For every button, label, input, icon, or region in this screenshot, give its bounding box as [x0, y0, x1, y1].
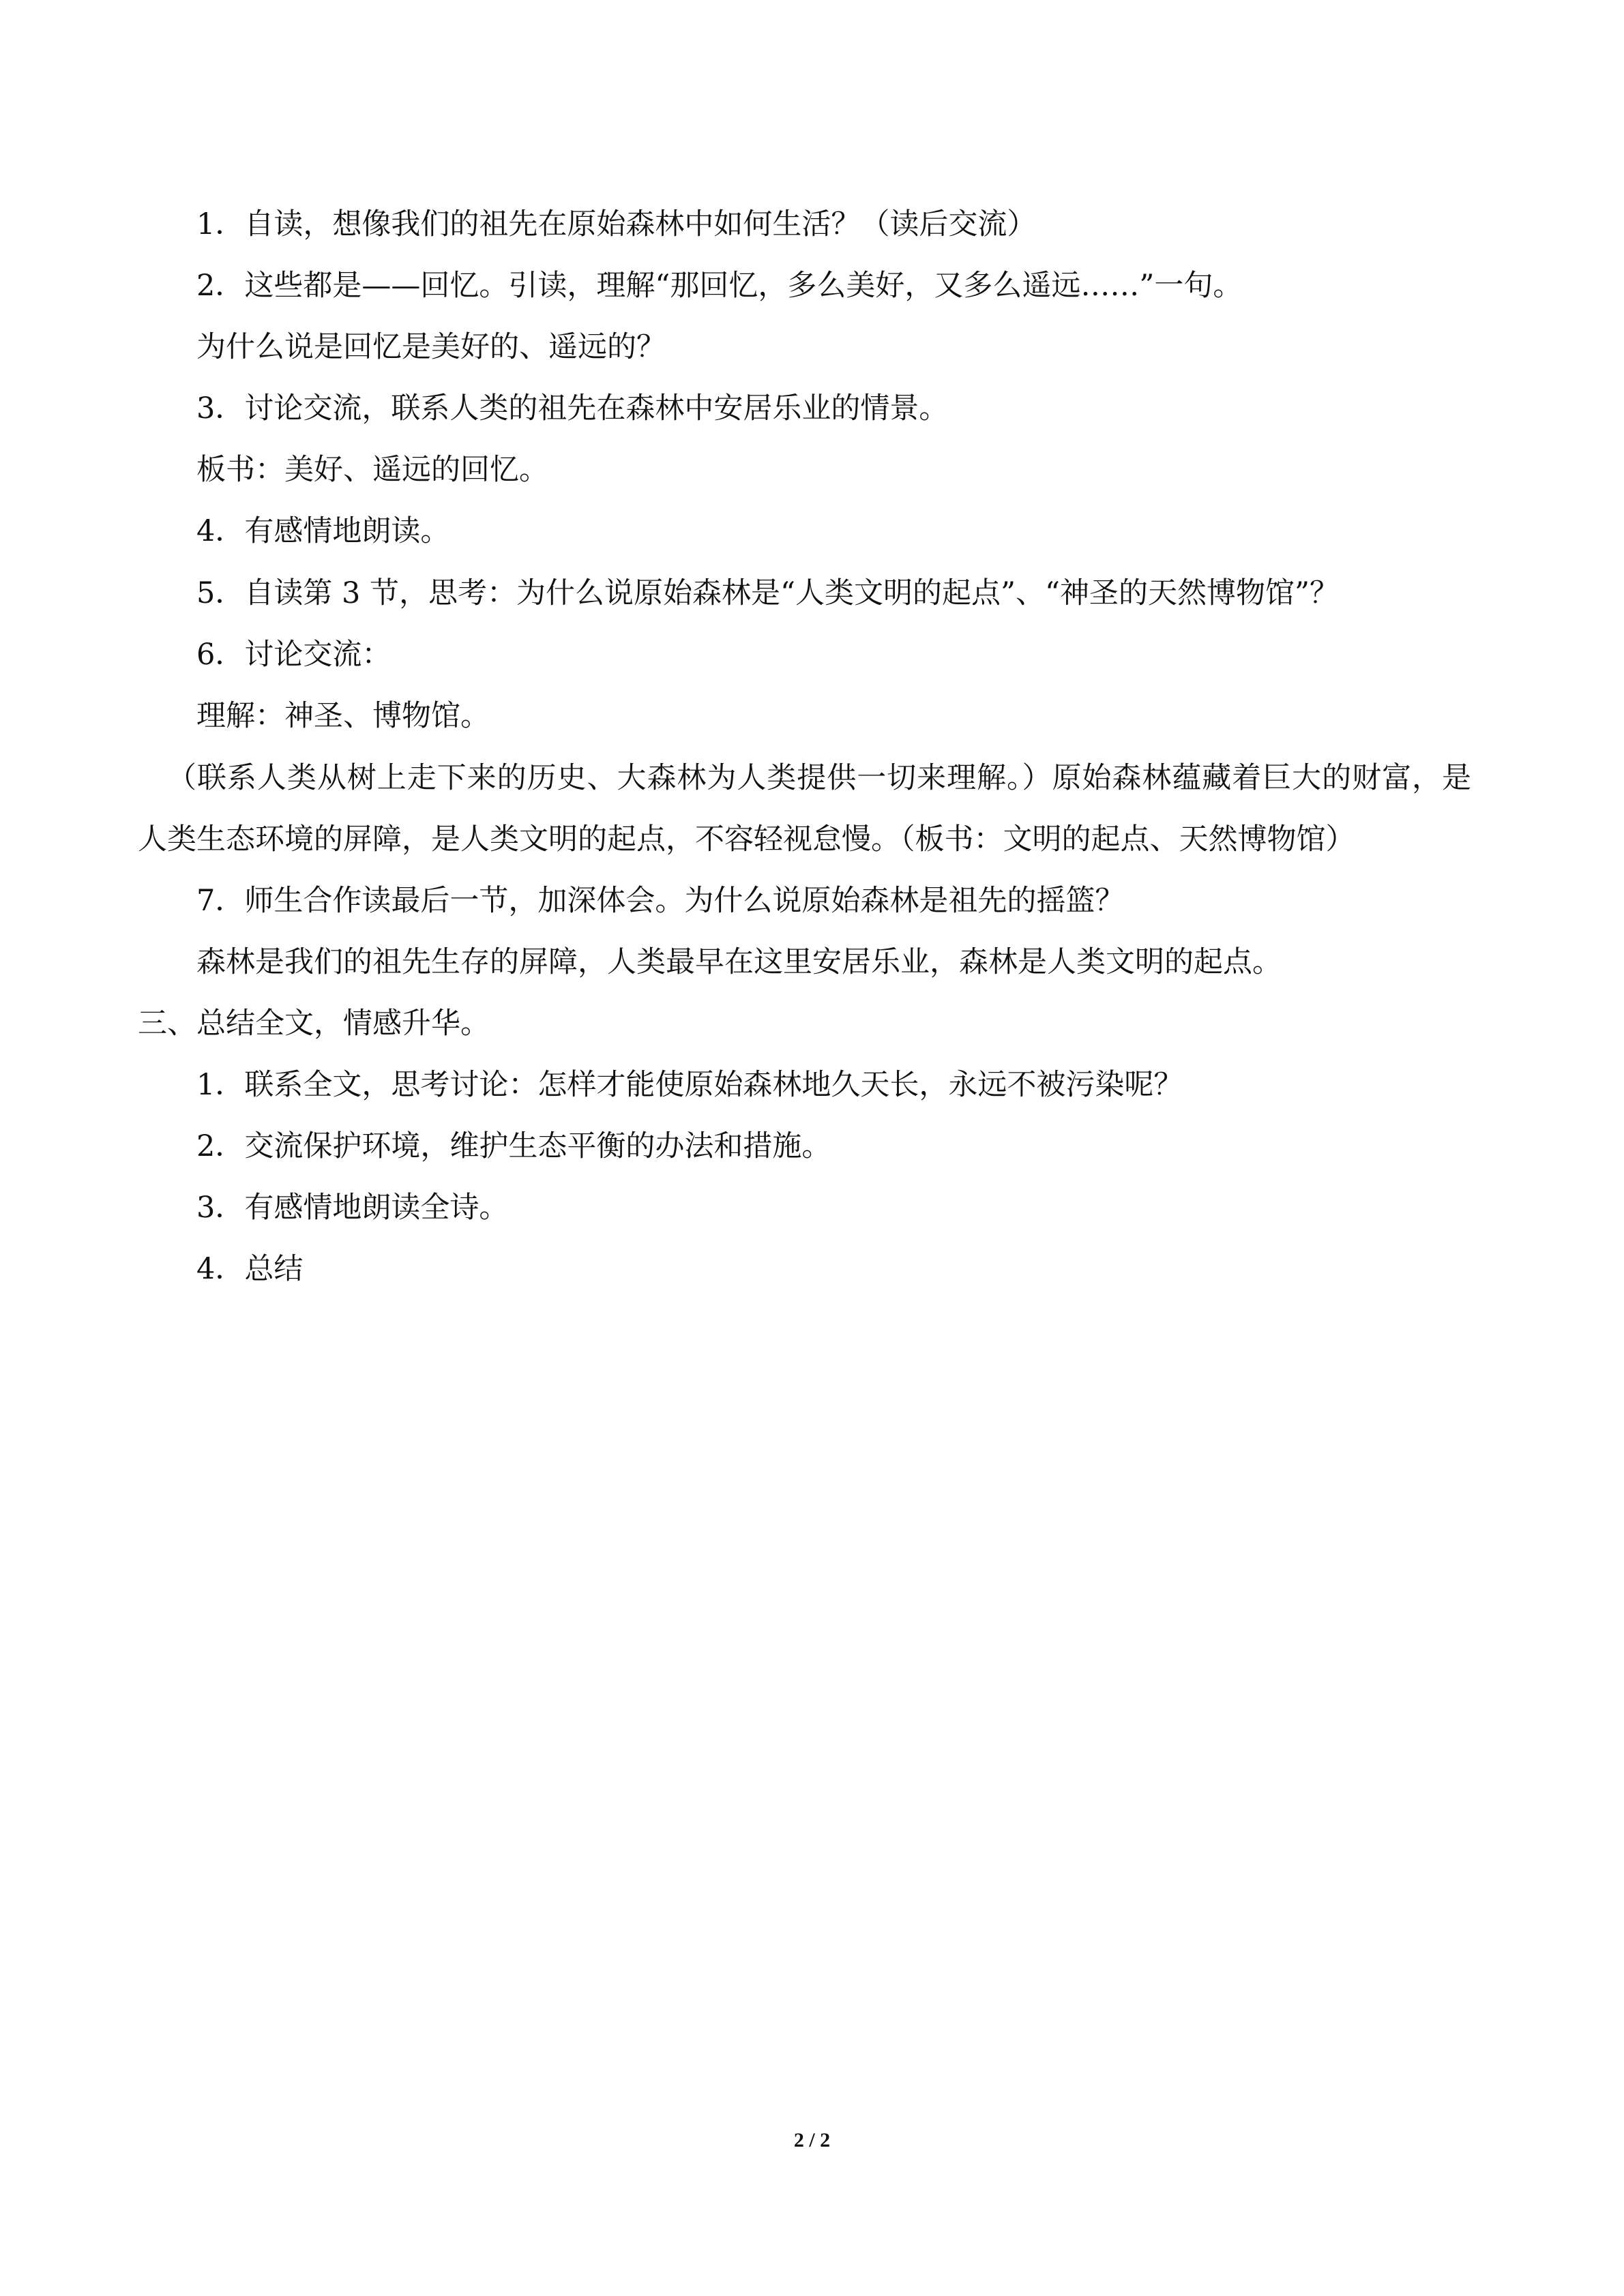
text-line: 4．有感情地朗读。	[196, 514, 450, 548]
text-line: 板书：美好、遥远的回忆。	[196, 453, 548, 487]
text-line: 为什么说是回忆是美好的、遥远的？	[196, 330, 666, 364]
text-line: 3．讨论交流，联系人类的祖先在森林中安居乐业的情景。	[196, 391, 949, 426]
text-line: 1．联系全文，思考讨论：怎样才能使原始森林地久天长，永远不被污染呢？	[196, 1068, 1183, 1102]
section-heading: 三、总结全文，情感升华。	[138, 1007, 490, 1041]
text-line: 4．总结	[196, 1252, 304, 1286]
text-line: 2．交流保护环境，维护生态平衡的办法和措施。	[196, 1129, 831, 1163]
text-line: 1．自读，想像我们的祖先在原始森林中如何生活？（读后交流）	[196, 207, 1037, 241]
paragraph-item-5: 5．自读第 3 节，思考：为什么说原始森林是“人类文明的起点”、“神圣的天然博物馆”？	[196, 576, 1339, 610]
page-number: 2 / 2	[793, 2129, 831, 2151]
text-line: 3．有感情地朗读全诗。	[196, 1191, 509, 1225]
paragraph-explanation: （联系人类从树上走下来的历史、大森林为人类提供一切来理解。）原始森林蕴藏着巨大的财富，是人类生态环境的屏障，是人类文明的起点，不容轻视怠慢。（板书：文明的起点、天然博物馆）	[138, 761, 1471, 856]
text-line: 7．师生合作读最后一节，加深体会。为什么说原始森林是祖先的摇篮？	[196, 884, 1125, 918]
text-line: 森林是我们的祖先生存的屏障，人类最早在这里安居乐业，森林是人类文明的起点。	[196, 945, 1282, 979]
text-line: 理解：神圣、博物馆。	[196, 699, 490, 733]
document-body	[138, 207, 1471, 1316]
text-line: 2．这些都是——回忆。引读，理解“那回忆，多么美好，又多么遥远……”一句。	[196, 269, 1243, 303]
text-line: 6．讨论交流：	[196, 638, 392, 672]
